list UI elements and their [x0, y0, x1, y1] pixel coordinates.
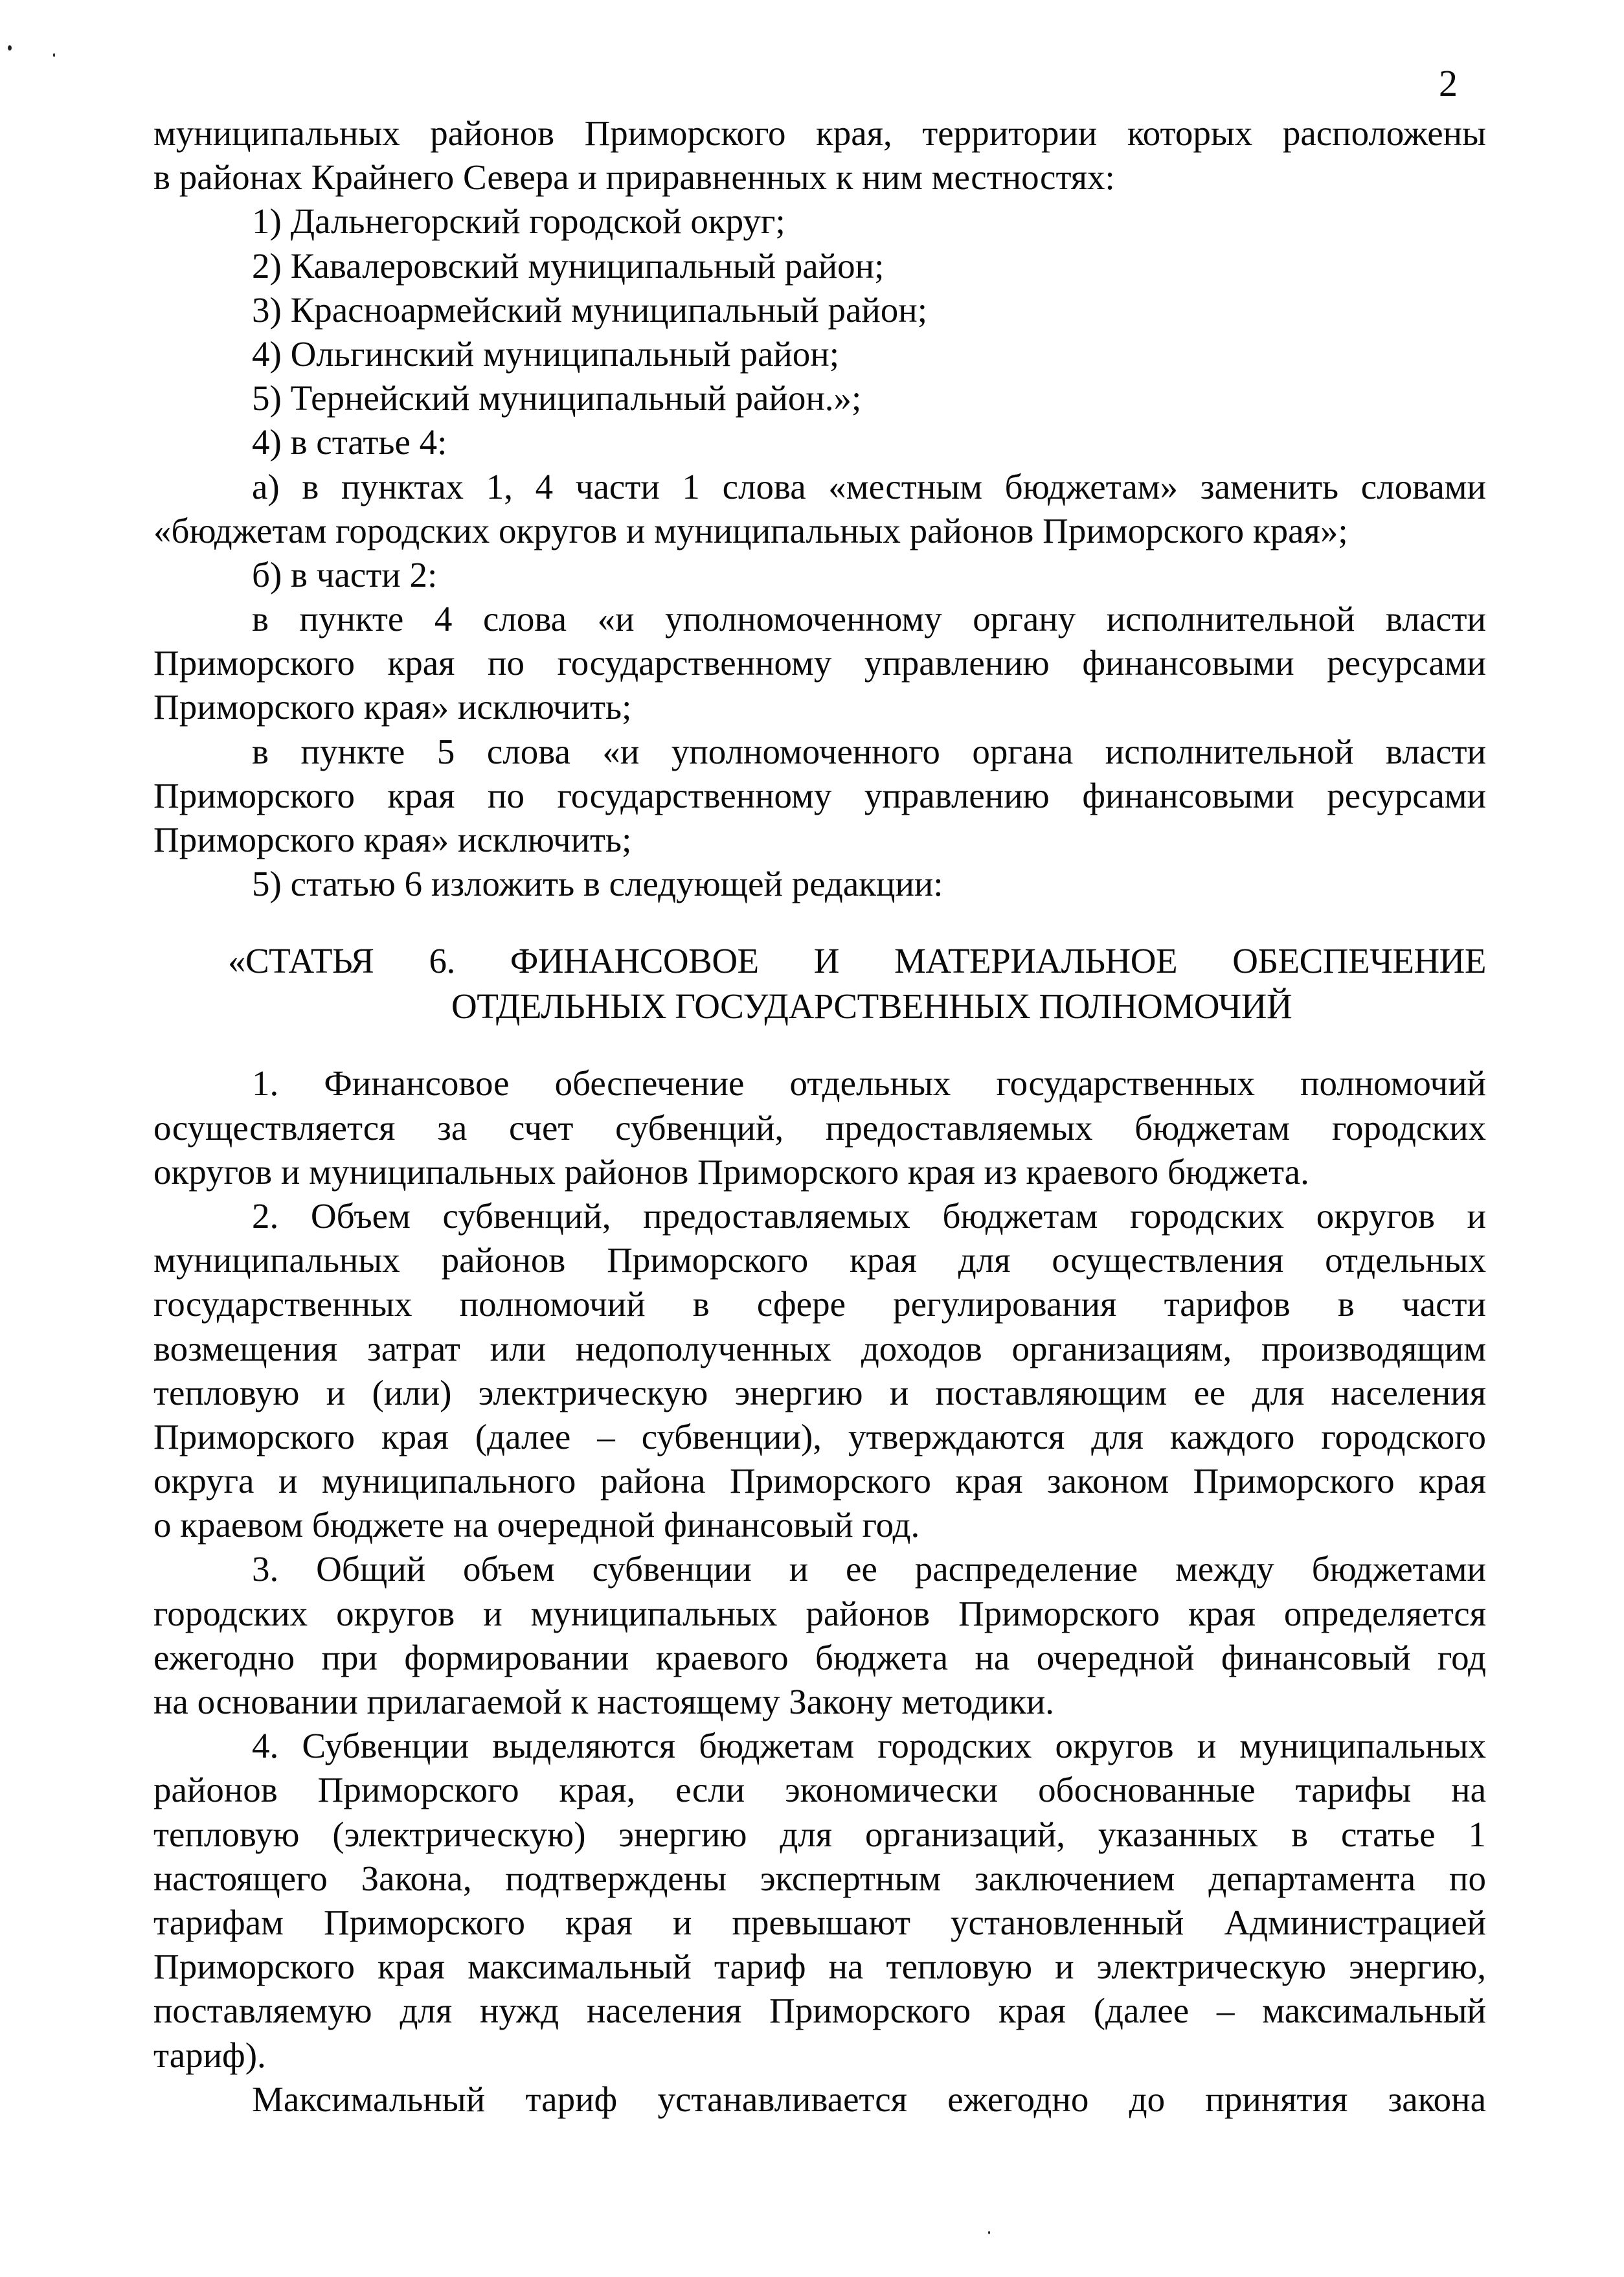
- scan-speck: [8, 45, 12, 51]
- amendment-item-4: 4) в статье 4:: [252, 422, 447, 462]
- list-item: 4) Ольгинский муниципальный район;: [252, 334, 840, 374]
- page-number: 2: [1439, 62, 1458, 104]
- article-paragraph-3: [153, 1547, 1486, 1724]
- text-line: возмещения затрат или недополученных доходов организациям, производящим: [153, 1328, 1486, 1368]
- district-list: [153, 199, 1486, 420]
- text-line: 3. Общий объем субвенции и ее распределение между бюджетами: [252, 1549, 1486, 1589]
- text-line: поставляемую для нужд населения Приморского края (далее – максимальный: [153, 1991, 1486, 2031]
- text-line: а) в пунктах 1, 4 части 1 слова «местным бюджетам» заменить словами: [252, 466, 1486, 506]
- list-item: 5) Тернейский муниципальный район.»;: [252, 378, 862, 418]
- text-line: тариф).: [153, 2035, 266, 2075]
- text-line: Приморского края» исключить;: [153, 687, 632, 727]
- text-line: тепловую (электрическую) энергию для организаций, указанных в статье 1: [153, 1814, 1486, 1854]
- text-line: настоящего Закона, подтверждены экспертным заключением департамента по: [153, 1858, 1486, 1898]
- text-line: тепловую и (или) электрическую энергию и поставляющим ее для населения: [153, 1372, 1486, 1412]
- list-item: 3) Красноармейский муниципальный район;: [252, 289, 928, 330]
- article-heading: [153, 938, 1486, 1029]
- spacer: [153, 1029, 1486, 1061]
- text-line: Приморского края по государственному управлению финансовыми ресурсами: [153, 775, 1486, 815]
- amendment-item-5: 5) статью 6 изложить в следующей редакции:: [252, 864, 943, 904]
- text-line: ежегодно при формировании краевого бюджета на очередной финансовый год: [153, 1637, 1486, 1677]
- text-line: «бюджетам городских округов и муниципальных районов Приморского края»;: [153, 510, 1348, 550]
- article-heading-line: ОТДЕЛЬНЫХ ГОСУДАРСТВЕННЫХ ПОЛНОМОЧИЙ: [451, 986, 1292, 1026]
- amendment-point-4: [153, 597, 1486, 730]
- text-line: Приморского края максимальный тариф на тепловую и электрическую энергию,: [153, 1947, 1486, 1987]
- document-body: [153, 111, 1486, 2122]
- text-line: Приморского края» исключить;: [153, 820, 632, 859]
- intro-paragraph: [153, 111, 1486, 199]
- text-line: Максимальный тариф устанавливается ежегодно до принятия закона: [252, 2079, 1486, 2119]
- text-line: районов Приморского края, если экономически обоснованные тарифы на: [153, 1770, 1486, 1810]
- text-line: в пункте 5 слова «и уполномоченного органа исполнительной власти: [252, 731, 1486, 771]
- scan-speck: [988, 2231, 990, 2234]
- amendment-item-4b: б) в части 2:: [252, 554, 438, 595]
- article-paragraph-2: [153, 1194, 1486, 1548]
- list-item: 2) Кавалеровский муниципальный район;: [252, 245, 885, 286]
- text-line: тарифам Приморского края и превышают установленный Администрацией: [153, 1902, 1486, 1942]
- text-line: государственных полномочий в сфере регулирования тарифов в части: [153, 1284, 1486, 1324]
- article-paragraph-5: [153, 2078, 1486, 2122]
- text-line: округа и муниципального района Приморского края законом Приморского края: [153, 1461, 1486, 1501]
- article-paragraph-4: [153, 1724, 1486, 2078]
- article-heading-line: «СТАТЬЯ 6. ФИНАНСОВОЕ И МАТЕРИАЛЬНОЕ ОБЕСПЕЧЕНИЕ: [228, 941, 1486, 981]
- text-line: округов и муниципальных районов Приморского края из краевого бюджета.: [153, 1151, 1309, 1192]
- text-line: городских округов и муниципальных районов Приморского края определяется: [153, 1593, 1486, 1633]
- text-line: осуществляется за счет субвенций, предоставляемых бюджетам городских: [153, 1107, 1486, 1148]
- text-line: на основании прилагаемой к настоящему Закону методики.: [153, 1682, 1055, 1721]
- text-line: в районах Крайнего Севера и приравненных к ним местностях:: [153, 157, 1115, 198]
- text-line: Приморского края по государственному управлению финансовыми ресурсами: [153, 643, 1486, 683]
- text-line: 1. Финансовое обеспечение отдельных государственных полномочий: [252, 1063, 1486, 1104]
- amendment-item-4a: [153, 465, 1486, 553]
- text-line: муниципальных районов Приморского края для осуществления отдельных: [153, 1240, 1486, 1280]
- text-line: о краевом бюджете на очередной финансовый год.: [153, 1505, 920, 1545]
- list-item: 1) Дальнегорский городской округ;: [252, 201, 785, 242]
- text-line: 4. Субвенции выделяются бюджетам городских округов и муниципальных: [252, 1726, 1486, 1766]
- text-line: муниципальных районов Приморского края, территории которых расположены: [153, 113, 1486, 153]
- scan-speck: [53, 53, 55, 57]
- text-line: 2. Объем субвенций, предоставляемых бюджетам городских округов и: [252, 1195, 1486, 1236]
- spacer: [153, 906, 1486, 938]
- text-line: в пункте 4 слова «и уполномоченному органу исполнительной власти: [252, 599, 1486, 639]
- amendment-point-5: [153, 730, 1486, 863]
- text-line: Приморского края (далее – субвенции), утверждаются для каждого городского: [153, 1416, 1486, 1456]
- article-paragraph-1: [153, 1061, 1486, 1194]
